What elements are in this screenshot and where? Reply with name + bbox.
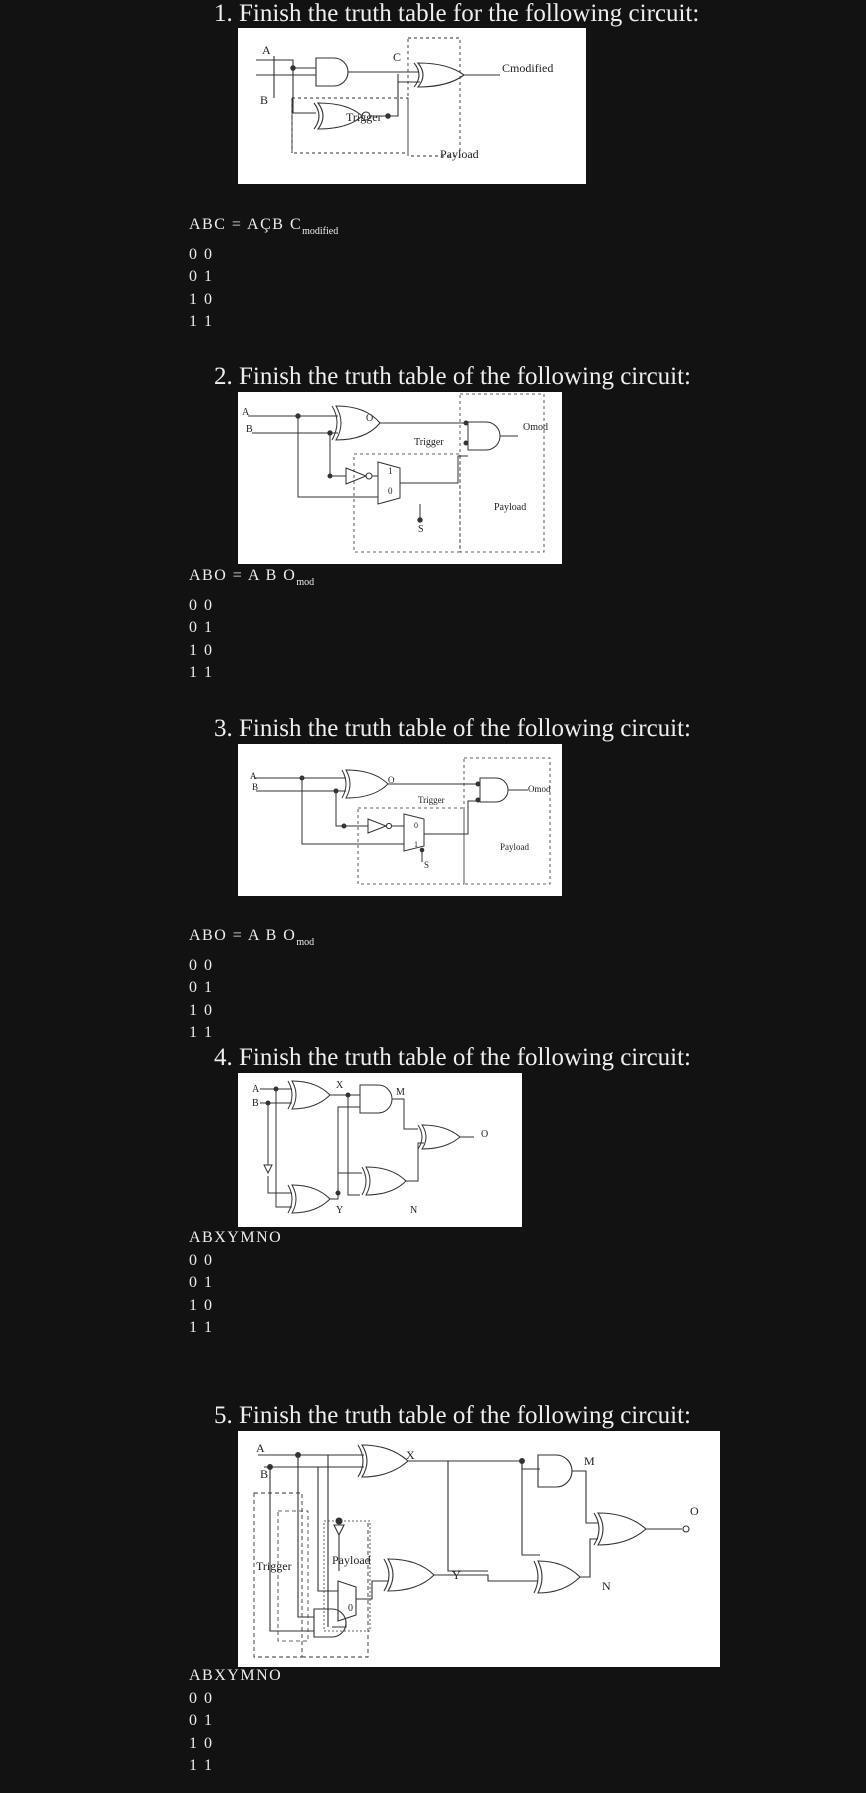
circuit-diagram-5 (238, 1431, 720, 1667)
truth-table-row: 1 1 (189, 1319, 214, 1336)
truth-table-row: 0 1 (189, 1712, 214, 1729)
label-output: Omod (523, 422, 548, 433)
question-2-title: 2. Finish the truth table of the following circuit: (214, 363, 692, 390)
label-output: Omod (528, 784, 551, 794)
circuit-diagram-1 (238, 28, 586, 184)
truth-table-row: 0 0 (189, 245, 214, 263)
label-a: A (252, 1084, 260, 1095)
label-b: B (260, 1467, 269, 1481)
label-mux-1: 1 (414, 840, 418, 849)
truth-table-row: 1 0 (189, 1734, 214, 1752)
truth-table-row: 0 1 (189, 1274, 214, 1291)
label-trigger: Trigger (256, 1559, 292, 1573)
label-mux-1: 1 (388, 466, 393, 476)
truth-table-row: 1 1 (189, 1024, 214, 1041)
truth-table-header: ABO = A B $O_{mod}$ (189, 567, 315, 588)
truth-table-row: 1 0 (189, 1001, 214, 1019)
label-s: S (424, 860, 430, 870)
label-mux-0: 0 (388, 486, 393, 496)
label-n: N (602, 1579, 611, 1593)
question-5-title: 5. Finish the truth table of the following circuit: (214, 1402, 692, 1429)
label-output: Cmodified (502, 61, 554, 75)
label-y: Y (336, 1205, 344, 1216)
circuit-diagram-4 (238, 1073, 522, 1227)
label-b: B (246, 424, 253, 435)
truth-table-row: 0 1 (189, 979, 214, 996)
label-b: B (252, 1098, 259, 1109)
label-o: O (690, 1504, 699, 1518)
label-a: A (250, 771, 257, 781)
truth-table-row: 1 1 (189, 313, 214, 330)
label-mux-0: 0 (414, 821, 418, 830)
truth-table-2 (189, 565, 314, 685)
label-m: M (396, 1087, 405, 1098)
label-a: A (242, 407, 250, 418)
label-a: A (262, 43, 271, 57)
truth-table-5 (189, 1665, 282, 1778)
truth-table-row: 0 0 (189, 1689, 214, 1707)
label-o: O (388, 775, 395, 785)
label-y: Y (452, 1568, 461, 1582)
label-b: B (252, 782, 259, 792)
truth-table-row: 0 0 (189, 956, 214, 974)
question-1-title: 1. Finish the truth table for the following circuit: (214, 0, 700, 27)
question-3-title: 3. Finish the truth table of the following circuit: (214, 715, 692, 742)
circuit-diagram-2 (238, 392, 562, 564)
label-mux-0: 0 (348, 1603, 353, 1614)
truth-table-row: 1 1 (189, 664, 214, 681)
truth-table-header: ABXYMNO (189, 1667, 283, 1684)
truth-table-4 (189, 1227, 282, 1340)
label-payload: Payload (500, 842, 529, 852)
truth-table-row: 1 0 (189, 1296, 214, 1314)
label-trigger: Trigger (346, 110, 382, 124)
label-payload: Payload (332, 1553, 371, 1567)
label-b: B (260, 93, 269, 107)
truth-table-3 (189, 925, 314, 1045)
label-o: O (481, 1129, 489, 1140)
truth-table-row: 0 1 (189, 619, 214, 636)
truth-table-row: 0 0 (189, 596, 214, 614)
label-c: C (393, 50, 402, 64)
label-s: S (418, 524, 424, 535)
label-n: N (410, 1205, 418, 1216)
truth-table-row: 1 0 (189, 290, 214, 308)
label-trigger: Trigger (418, 795, 445, 805)
label-payload: Payload (440, 147, 479, 161)
label-o: O (366, 413, 374, 424)
label-a: A (256, 1441, 265, 1455)
truth-table-row: 1 1 (189, 1757, 214, 1774)
truth-table-row: 1 0 (189, 641, 214, 659)
label-trigger: Trigger (414, 437, 444, 448)
question-4-title: 4. Finish the truth table of the following circuit: (214, 1044, 692, 1071)
label-x: X (406, 1448, 415, 1462)
truth-table-row: 0 1 (189, 268, 214, 285)
label-m: M (584, 1454, 595, 1468)
truth-table-header: ABC = AÇB $C_{modified}$ (189, 216, 339, 237)
truth-table-header: ABO = A B $O_{mod}$ (189, 927, 315, 948)
truth-table-row: 0 0 (189, 1251, 214, 1269)
truth-table-header: ABXYMNO (189, 1229, 283, 1246)
label-x: X (336, 1080, 344, 1091)
circuit-diagram-3 (238, 744, 562, 896)
truth-table-1 (189, 214, 338, 334)
label-payload: Payload (494, 502, 527, 513)
